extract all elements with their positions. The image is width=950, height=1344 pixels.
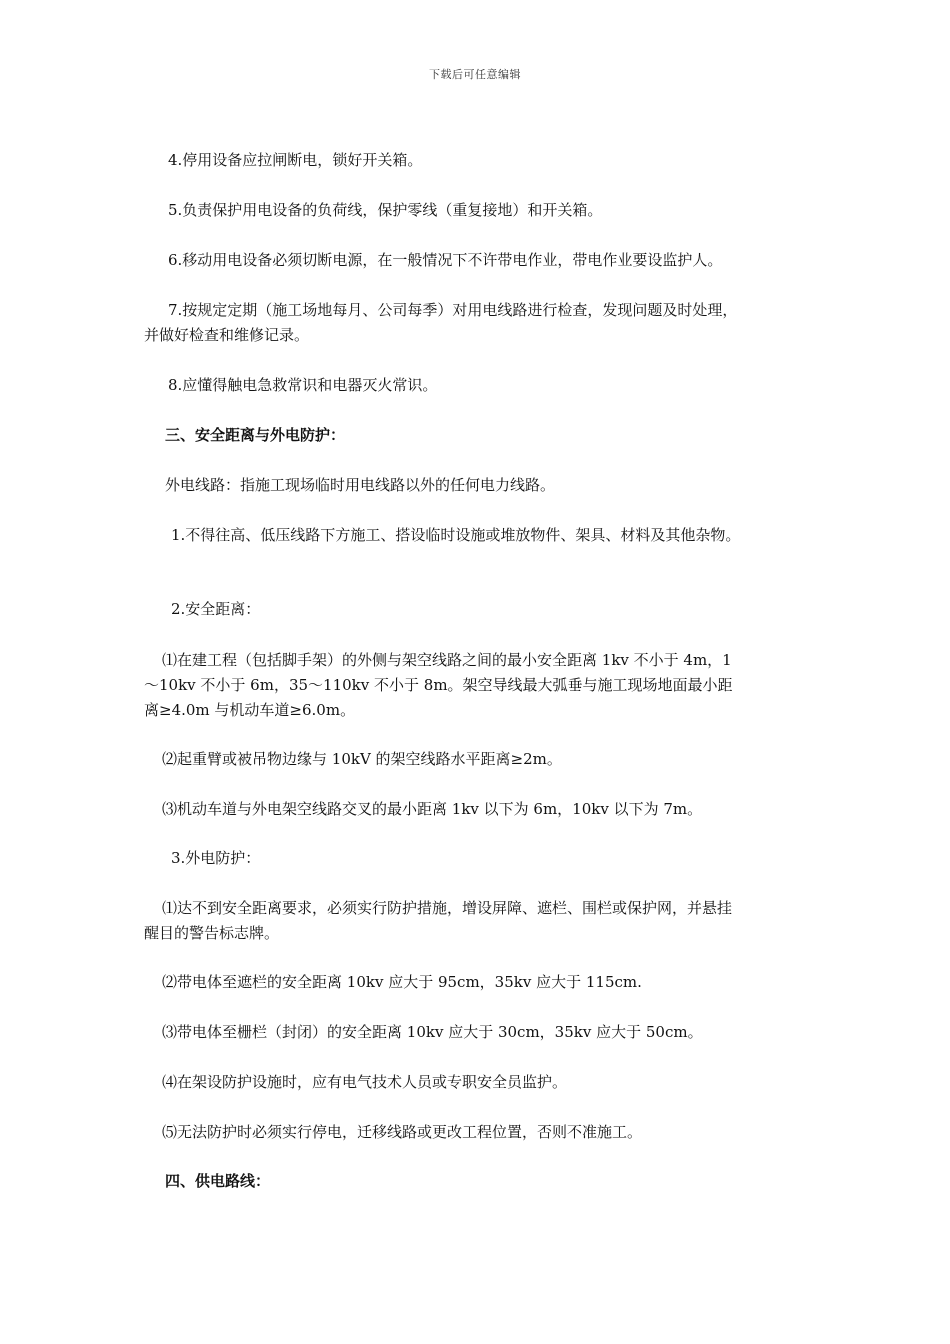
paragraph-6: 6.移动用电设备必须切断电源，在一般情况下不许带电作业，带电作业要设监护人。 xyxy=(168,251,723,269)
protection-5: ⑸无法防护时必须实行停电，迁移线路或更改工程位置，否则不准施工。 xyxy=(162,1123,643,1141)
external-line-definition: 外电线路：指施工现场临时用电线路以外的任何电力线路。 xyxy=(165,476,556,494)
protection-2: ⑵带电体至遮栏的安全距离 10kv 应大于 95cm，35kv 应大于 115cm. xyxy=(162,973,642,991)
item-2: 2.安全距离： xyxy=(171,600,261,618)
protection-4: ⑷在架设防护设施时，应有电气技术人员或专职安全员监护。 xyxy=(162,1073,568,1091)
distance-3: ⑶机动车道与外电架空线路交叉的最小距离 1kv 以下为 6m，10kv 以下为 7m。 xyxy=(162,800,703,818)
section-3-heading: 三、安全距离与外电防护： xyxy=(165,426,346,444)
item-3: 3.外电防护： xyxy=(171,849,261,867)
protection-1-line-1: ⑴达不到安全距离要求，必须实行防护措施，增设屏障、遮栏、围栏或保护网，并悬挂 xyxy=(162,899,733,917)
protection-3: ⑶带电体至栅栏（封闭）的安全距离 10kv 应大于 30cm，35kv 应大于 50cm。 xyxy=(162,1023,703,1041)
distance-1-line-3: 离≥4.0m 与机动车道≥6.0m。 xyxy=(144,701,356,719)
paragraph-5: 5.负责保护用电设备的负荷线，保护零线（重复接地）和开关箱。 xyxy=(168,201,603,219)
paragraph-8: 8.应懂得触电急救常识和电器灭火常识。 xyxy=(168,376,438,394)
header-note: 下载后可任意编辑 xyxy=(429,68,521,81)
distance-1-line-2: ～10kv 不小于 6m，35～110kv 不小于 8m。架空导线最大弧垂与施工现场地面最小距 xyxy=(144,676,733,694)
paragraph-7-line-1: 7.按规定定期（施工场地每月、公司每季）对用电线路进行检查，发现问题及时处理， xyxy=(168,301,738,319)
protection-1-line-2: 醒目的警告标志牌。 xyxy=(144,924,280,942)
paragraph-7-line-2: 并做好检查和维修记录。 xyxy=(144,326,310,344)
paragraph-4: 4.停用设备应拉闸断电，锁好开关箱。 xyxy=(168,151,423,169)
distance-2: ⑵起重臂或被吊物边缘与 10kV 的架空线路水平距离≥2m。 xyxy=(162,750,562,768)
distance-1-line-1: ⑴在建工程（包括脚手架）的外侧与架空线路之间的最小安全距离 1kv 不小于 4m，1 xyxy=(162,651,732,669)
item-1: 1.不得往高、低压线路下方施工、搭设临时设施或堆放物件、架具、材料及其他杂物。 xyxy=(171,526,741,544)
section-4-heading: 四、供电路线： xyxy=(165,1172,271,1190)
